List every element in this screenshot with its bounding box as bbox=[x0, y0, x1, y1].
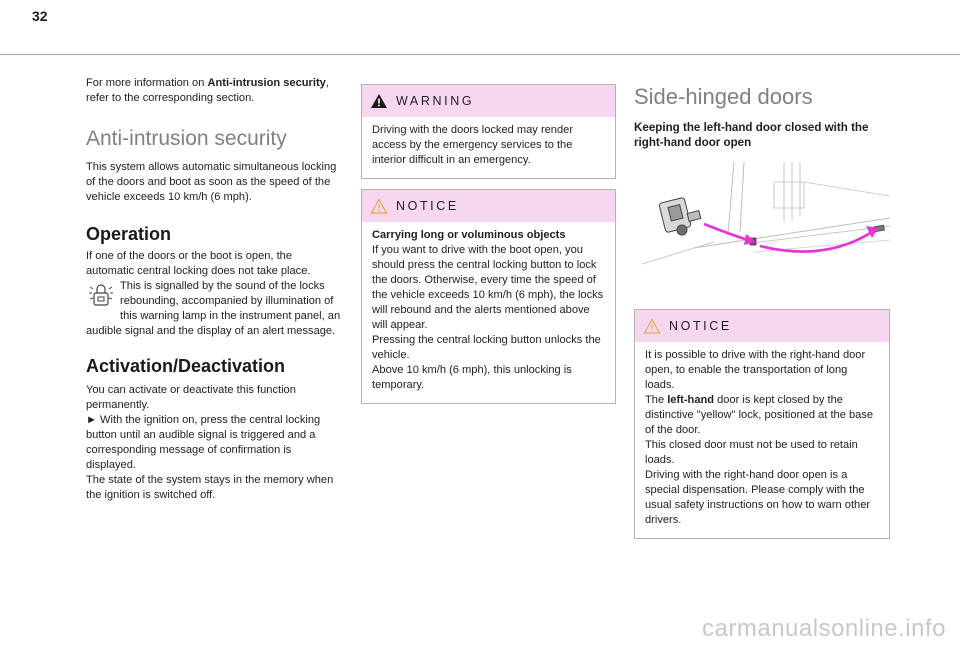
intro-paragraph bbox=[86, 76, 342, 106]
operation-text: If one of the doors or the boot is open, the automatic central locking does not take place. bbox=[86, 250, 311, 277]
notice-doors-body bbox=[635, 342, 889, 538]
notice-doors-label: NOTICE bbox=[669, 319, 732, 333]
anti-intrusion-heading: Anti-intrusion security bbox=[86, 127, 287, 150]
warning-body bbox=[362, 117, 615, 178]
notice-label: NOTICE bbox=[396, 199, 459, 213]
warning-label: WARNING bbox=[396, 94, 475, 108]
door-lock-diagram bbox=[634, 162, 890, 282]
activation-text-3: The state of the system stays in the memory when the ignition is switched off. bbox=[86, 474, 334, 501]
top-rule bbox=[0, 54, 960, 55]
operation-heading: Operation bbox=[86, 224, 172, 244]
side-hinged-subtitle: Keeping the left-hand door closed with the right-hand door open bbox=[634, 121, 869, 149]
notice-p2: Pressing the central locking button unlocks the vehicle. bbox=[372, 334, 601, 361]
warning-box bbox=[361, 84, 616, 179]
warning-filled-icon bbox=[370, 93, 388, 109]
notice-doors-p2 bbox=[645, 393, 879, 438]
notice-box-locking bbox=[361, 189, 616, 404]
column-left bbox=[86, 76, 342, 503]
notice-header bbox=[362, 190, 615, 222]
notice-p3: Above 10 km/h (6 mph), this unlocking is temporary. bbox=[372, 364, 572, 391]
notice-title: Carrying long or voluminous objects bbox=[372, 229, 566, 241]
lock-rebound-icon bbox=[86, 281, 116, 311]
page-number: 32 bbox=[32, 8, 48, 24]
column-right bbox=[634, 84, 890, 539]
intro-pre: For more information on bbox=[86, 77, 208, 89]
warning-outline-icon bbox=[370, 198, 388, 214]
footer-watermark: carmanualsonline.info bbox=[702, 615, 946, 642]
notice-body bbox=[362, 222, 615, 403]
operation-icon-block bbox=[86, 279, 342, 339]
warning-text: Driving with the doors locked may render access by the emergency services to the interior difficult in an emergency. bbox=[372, 124, 574, 166]
intro-link: Anti-intrusion security bbox=[207, 77, 326, 89]
warning-header bbox=[362, 85, 615, 117]
notice-box-doors bbox=[634, 309, 890, 539]
activation-text-2: ► With the ignition on, press the central locking button until an audible signal is triggered and a corresponding message of confirmation is displayed. bbox=[86, 414, 321, 471]
notice-doors-p2-pre: The bbox=[645, 394, 668, 406]
column-middle bbox=[361, 84, 616, 404]
notice-p1: If you want to drive with the boot open, you should press the central locking button to lock the doors. Otherwise, every time the speed of the vehicle exceeds 10 km/h (6 mph), the locks will rebound and the alerts mentioned above will appear. bbox=[372, 244, 604, 331]
operation-icon-text: This is signalled by the sound of the locks rebounding, accompanied by illumination of this warning lamp in the instrument panel, an audible signal and the display of an alert message. bbox=[86, 280, 341, 337]
side-hinged-heading: Side-hinged doors bbox=[634, 84, 813, 109]
activation-text-1: You can activate or deactivate this function permanently. bbox=[86, 384, 296, 411]
notice-doors-p4: Driving with the right-hand door open is a special dispensation. Please comply with the usual safety instructions on how to warn other drivers. bbox=[645, 469, 871, 526]
intro-post: , refer to the corresponding section. bbox=[86, 77, 329, 104]
notice-doors-p2-post: door is kept closed by the distinctive "yellow" lock, positioned at the base of the door. bbox=[645, 394, 874, 436]
notice-doors-header bbox=[635, 310, 889, 342]
notice-doors-p1: It is possible to drive with the right-hand door open, to enable the transportation of long loads. bbox=[645, 349, 866, 391]
notice-doors-p3: This closed door must not be used to retain loads. bbox=[645, 439, 858, 466]
warning-outline-icon bbox=[643, 318, 661, 334]
anti-intrusion-text: This system allows automatic simultaneous locking of the doors and boot as soon as the speed of the vehicle exceeds 10 km/h (6 mph). bbox=[86, 161, 337, 203]
activation-heading: Activation/Deactivation bbox=[86, 356, 286, 376]
notice-doors-p2-bold: left-hand bbox=[667, 394, 715, 406]
